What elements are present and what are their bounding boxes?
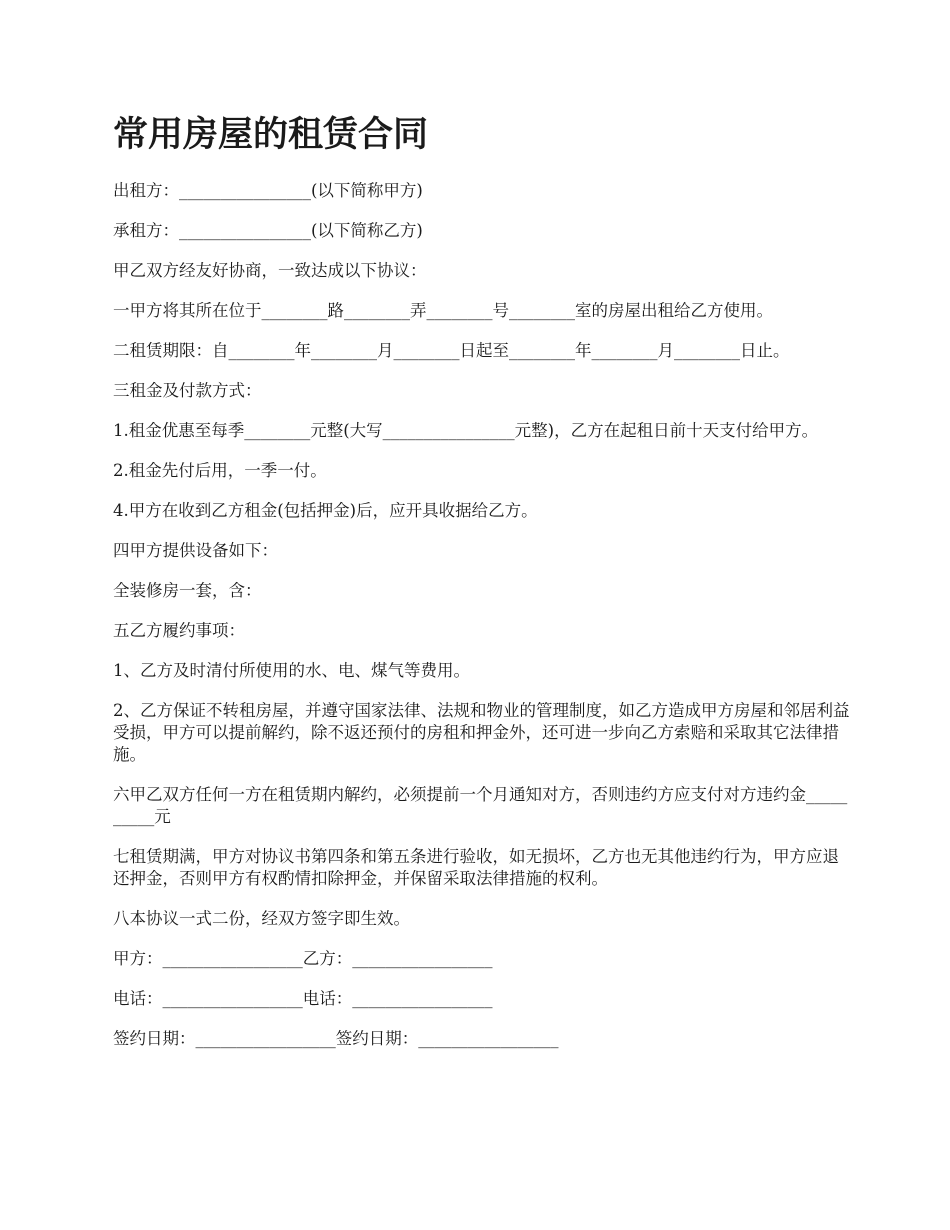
clause-5-item-2: 2、乙方保证不转租房屋，并遵守国家法律、法规和物业的管理制度，如乙方造成甲方房屋和邻居利益受损，甲方可以提前解约，除不返还预付的房租和押金外，还可进一步向乙方索赔和采取其它法律措施。 — [113, 701, 850, 764]
clause-4-heading: 四甲方提供设备如下： — [113, 541, 278, 560]
clause-8-effect: 八本协议一式二份，经双方签字即生效。 — [113, 909, 410, 928]
agreement-intro: 甲乙双方经友好协商，一致达成以下协议： — [113, 261, 427, 280]
clause-3-item-4: 4.甲方在收到乙方租金(包括押金)后，应开具收据给乙方。 — [113, 501, 538, 520]
lessor-line: 出租方：________________(以下简称甲方) — [113, 181, 423, 200]
clause-3-item-2: 2.租金先付后用，一季一付。 — [113, 461, 327, 480]
clause-7-expiry: 七租赁期满，甲方对协议书第四条和第五条进行验收，如无损坏，乙方也无其他违约行为，甲方应退还押金，否则甲方有权酌情扣除押金，并保留采取法律措施的权利。 — [113, 847, 839, 888]
document-title: 常用房屋的租赁合同 — [113, 115, 429, 155]
lessee-line: 承租方：________________(以下简称乙方) — [113, 221, 423, 240]
clause-6-termination: 六甲乙双方任何一方在租赁期内解约，必须提前一个月通知对方，否则违约方应支付对方违约金__________元 — [113, 785, 848, 826]
clause-3-item-1: 1.租金优惠至每季________元整(大写________________元整)，乙方在起租日前十天支付给甲方。 — [113, 421, 819, 440]
signature-date-line: 签约日期：_________________签约日期：_________________ — [113, 1029, 559, 1048]
clause-5-heading: 五乙方履约事项： — [113, 621, 245, 640]
clause-4-item: 全装修房一套，含： — [113, 581, 262, 600]
signature-phone-line: 电话：_________________电话：_________________ — [113, 989, 493, 1008]
signature-party-line: 甲方：_________________乙方：_________________ — [113, 949, 493, 968]
clause-3-heading: 三租金及付款方式： — [113, 381, 262, 400]
document-page — [113, 110, 855, 1068]
clause-1-property-location: 一甲方将其所在位于________路________弄________号________室的房屋出租给乙方使用。 — [113, 301, 773, 320]
clause-5-item-1: 1、乙方及时清付所使用的水、电、煤气等费用。 — [113, 661, 470, 680]
clause-2-lease-term: 二租赁期限：自________年________月________日起至________年________月________日止。 — [113, 341, 790, 360]
